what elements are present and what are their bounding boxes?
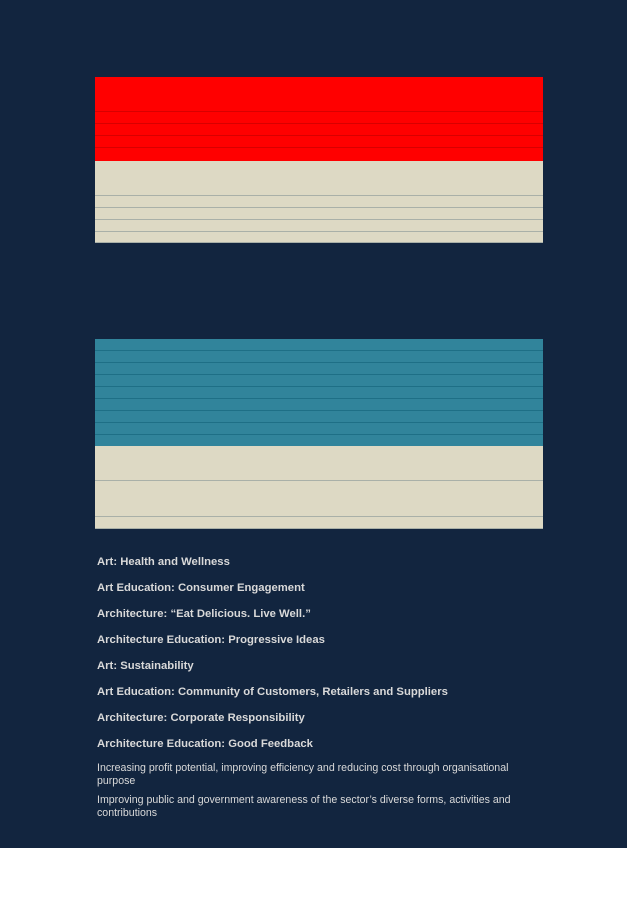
table-row bbox=[95, 446, 543, 481]
table-row bbox=[95, 136, 543, 148]
paragraph: Improving public and government awareness of the sector’s diverse forms, activities and contributions bbox=[97, 794, 511, 819]
heading: Art Education: Community of Customers, Retailers and Suppliers bbox=[97, 686, 448, 698]
table-row bbox=[95, 220, 543, 232]
table-row bbox=[95, 363, 543, 375]
table-row bbox=[95, 517, 543, 529]
heading: Art Education: Consumer Engagement bbox=[97, 582, 305, 594]
table-row bbox=[95, 411, 543, 423]
heading: Art: Health and Wellness bbox=[97, 556, 230, 568]
heading: Architecture Education: Good Feedback bbox=[97, 738, 313, 750]
text-block bbox=[97, 554, 527, 826]
table-row bbox=[95, 339, 543, 351]
table-row bbox=[95, 375, 543, 387]
table-row bbox=[95, 435, 543, 446]
table-row bbox=[95, 481, 543, 517]
heading: Architecture Education: Progressive Ideas bbox=[97, 634, 325, 646]
table-row bbox=[95, 232, 543, 243]
table-row bbox=[95, 77, 543, 112]
table-row bbox=[95, 399, 543, 411]
table-row bbox=[95, 112, 543, 124]
table-row bbox=[95, 387, 543, 399]
table-row bbox=[95, 148, 543, 161]
table-row bbox=[95, 161, 543, 196]
table-row bbox=[95, 351, 543, 363]
heading: Art: Sustainability bbox=[97, 660, 194, 672]
heading: Architecture: “Eat Delicious. Live Well.” bbox=[97, 608, 311, 620]
table-row bbox=[95, 196, 543, 208]
heading: Architecture: Corporate Responsibility bbox=[97, 712, 305, 724]
red-table bbox=[95, 77, 543, 243]
blue-table bbox=[95, 339, 543, 529]
table-row bbox=[95, 208, 543, 220]
table-row bbox=[95, 423, 543, 435]
paragraph: Increasing profit potential, improving efficiency and reducing cost through organisational purpose bbox=[97, 762, 509, 787]
table-row bbox=[95, 124, 543, 136]
